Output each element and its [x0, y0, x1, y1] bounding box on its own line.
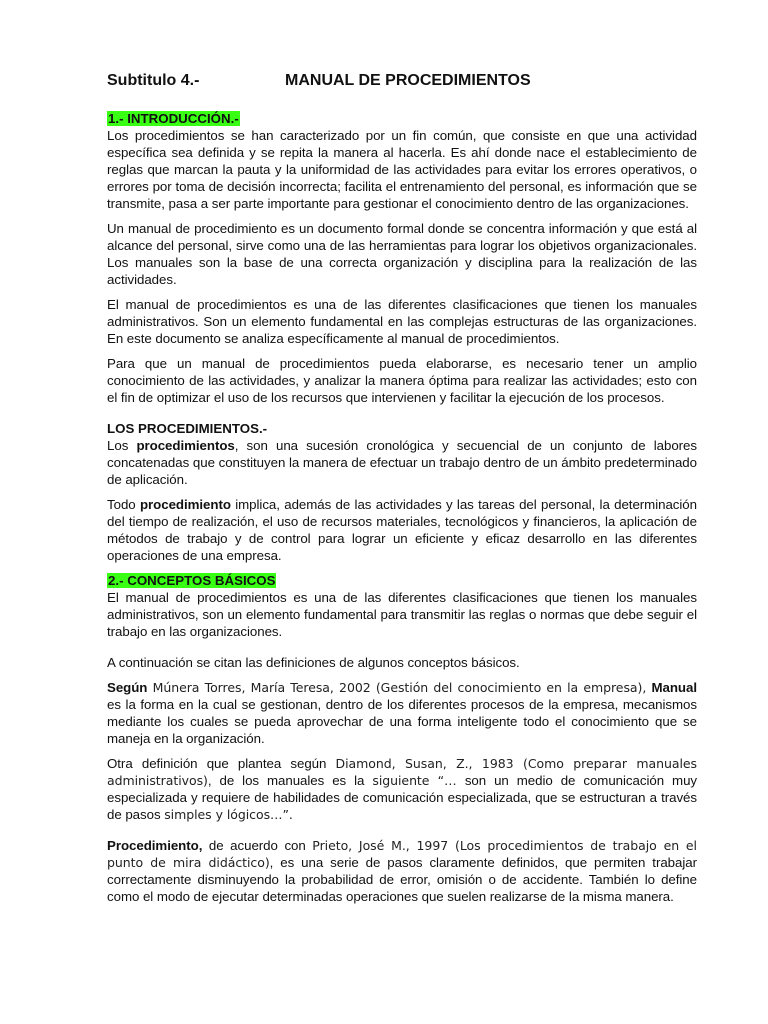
section-heading-introduccion: [107, 110, 697, 127]
bold-term: Manual: [651, 680, 697, 695]
text-span: , de los manuales es la: [207, 773, 373, 788]
paragraph-conceptos-2: A continuación se citan las definiciones de algunos conceptos básicos.: [107, 655, 520, 670]
quote-fragment: siguiente “…: [372, 773, 465, 788]
paragraph-procedimientos-1: [107, 437, 697, 488]
bold-term: Según: [107, 680, 148, 695]
paragraph-procedimientos-2: [107, 496, 697, 564]
document-body: [107, 72, 697, 913]
subtitle: Subtitulo 4.-: [107, 72, 200, 89]
section-heading-procedimientos: LOS PROCEDIMIENTOS.-: [107, 421, 268, 436]
paragraph-conceptos-1: El manual de procedimientos es una de las diferentes clasificaciones que tienen los manuales administrativos, son un elemento fundamental para transmitir las reglas o normas que debe seguir el trabajo en las organizaciones.: [107, 590, 697, 639]
section-heading-conceptos: [107, 572, 697, 589]
bold-term: procedimiento: [139, 497, 231, 512]
text-span: Los: [107, 438, 137, 453]
paragraph-intro-1: Los procedimientos se han caracterizado por un fin común, que consiste en que una actividad específica sea definida y se repita la manera al hacerla. Es ahí donde nace el establecimiento de reglas que marcan la pauta y la uniformidad de las actividades para evitar los errores operativos, o errores por toma de decisión incorrecta; facilita el entrenamiento del personal, es información que se transmite, pasa a ser parte importante para gestionar el conocimiento dentro de las organizaciones.: [107, 128, 697, 211]
text-span: , es una serie de pasos claramente definidos, que permiten trabajar correctamente disminuyendo la probabilidad de error, omisión o de accidente. También lo define como el modo de ejecutar determinadas operaciones que suelen realizarse de la misma manera.: [107, 855, 697, 904]
citation: Múnera Torres, María Teresa, 2002 (Gestión del conocimiento en la empresa),: [147, 680, 652, 695]
paragraph-intro-4: Para que un manual de procedimientos pueda elaborarse, es necesario tener un amplio conocimiento de las actividades, y analizar la manera óptima para realizar las actividades; esto con el fin de optimizar el uso de los recursos que intervienen y facilitar la ejecución de los procesos.: [107, 356, 697, 405]
paragraph-definicion-procedimiento: [107, 837, 697, 905]
quote-fragment: simples y lógicos…”.: [164, 807, 293, 822]
text-span: implica, además de las actividades y las tareas del personal, la determinación del tiempo de realización, el uso de recursos materiales, tecnológicos y financieros, la aplicación de métodos de trabajo y de control para lograr un eficiente y eficaz desarrollo en las diferentes operaciones de una empresa.: [107, 497, 697, 563]
paragraph-definicion-manual: [107, 679, 697, 747]
bold-term: procedimientos: [136, 438, 235, 453]
text-span: , son una sucesión cronológica y secuencial de un conjunto de labores concatenadas que constituyen la manera de efectuar un trabajo dentro de un ámbito predeterminado de aplicación.: [107, 438, 697, 487]
bold-term: Procedimiento,: [107, 838, 203, 853]
paragraph-definicion-diamond: [107, 755, 697, 823]
text-span: es la forma en la cual se gestionan, dentro de los diferentes procesos de la empresa, mecanismos mediante los cuales se pueda aprovechar de una forma inteligente todo el conocimiento que se maneja en la organización.: [107, 697, 697, 746]
text-span: son un medio de comunicación muy especializada y requiere de habilidades de comunicación especializada, que se estructuran a través de pasos: [107, 773, 698, 822]
citation: Diamond, Susan, Z., 1983 (Como preparar manuales administrativos): [107, 756, 697, 788]
highlighted-heading-text: 2.- CONCEPTOS BÁSICOS: [108, 573, 276, 588]
title-row: [107, 72, 697, 90]
paragraph-intro-3: El manual de procedimientos es una de las diferentes clasificaciones que tienen los manuales administrativos. Son un elemento fundamental en las complejas estructuras de las organizaciones. En este documento se analiza específicamente al manual de procedimientos.: [107, 297, 697, 346]
citation: Prieto, José M., 1997 (Los procedimientos de trabajo en el punto de mira didáctico): [107, 838, 697, 870]
text-span: de acuerdo con: [202, 838, 313, 853]
highlighted-heading-text: 1.- INTRODUCCIÓN.-: [108, 111, 239, 126]
page-title: MANUAL DE PROCEDIMIENTOS: [285, 72, 531, 89]
text-span: Todo: [107, 497, 140, 512]
paragraph-intro-2: Un manual de procedimiento es un documento formal donde se concentra información y que está al alcance del personal, sirve como una de las herramientas para lograr los objetivos organizacionales. Los manuales son la base de una correcta organización y disciplina para la realización de las actividades.: [107, 221, 697, 287]
text-span: Otra definición que plantea según: [107, 756, 336, 771]
